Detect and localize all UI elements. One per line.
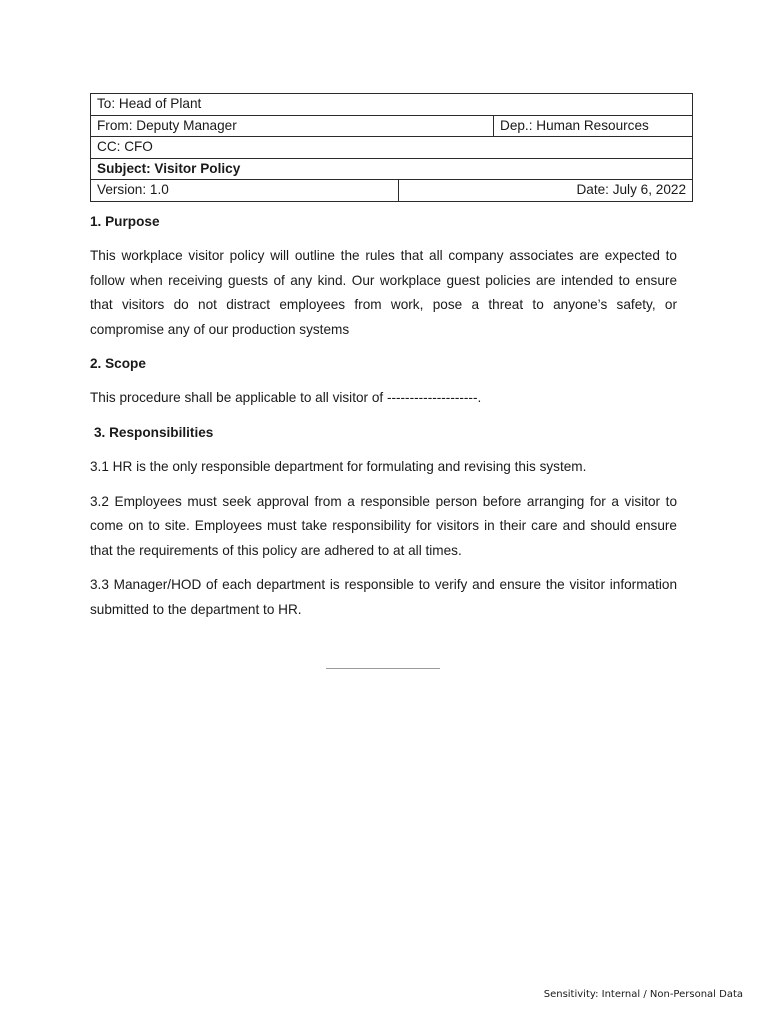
purpose-heading: 1. Purpose	[90, 214, 160, 229]
scope-paragraph: This procedure shall be applicable to all visitor of --------------------.	[90, 390, 482, 406]
memo-to: To: Head of Plant	[91, 94, 693, 116]
memo-row-subject	[91, 158, 693, 180]
end-divider	[326, 668, 440, 669]
responsibility-item-2: 3.2 Employees must seek approval from a responsible person before arranging for a visitor to come on to site. Employees must take responsibility for visitors in their care and should ensure that the requirements of this policy are adhered to at all times.	[90, 493, 677, 558]
purpose-paragraph: This workplace visitor policy will outline the rules that all company associates are expected to follow when receiving guests of any kind. Our workplace guest policies are intended to ensure that visitors do not distract employees from work, pose a threat to anyone’s safety, or compromise any of our production systems	[90, 248, 677, 337]
scope-heading: 2. Scope	[90, 356, 146, 372]
memo-row-to	[91, 94, 693, 116]
memo-from: From: Deputy Manager	[91, 115, 494, 137]
memo-row-cc	[91, 137, 693, 159]
memo-version: Version: 1.0	[91, 180, 399, 202]
responsibilities-heading: 3. Responsibilities	[94, 424, 214, 440]
policy-body	[90, 210, 677, 623]
sensitivity-label: Sensitivity: Internal / Non-Personal Data	[543, 989, 743, 1000]
memo-date: Date: July 6, 2022	[399, 180, 693, 202]
memo-row-from	[91, 115, 693, 137]
memo-row-version	[91, 180, 693, 202]
memo-cc: CC: CFO	[91, 137, 693, 159]
memo-subject: Subject: Visitor Policy	[91, 158, 693, 180]
responsibility-item-1: 3.1 HR is the only responsible department for formulating and revising this system.	[90, 458, 587, 474]
responsibility-item-3: 3.3 Manager/HOD of each department is responsible to verify and ensure the visitor information submitted to the department to HR.	[90, 577, 677, 617]
memo-department: Dep.: Human Resources	[494, 115, 693, 137]
memo-header-table	[90, 93, 693, 202]
